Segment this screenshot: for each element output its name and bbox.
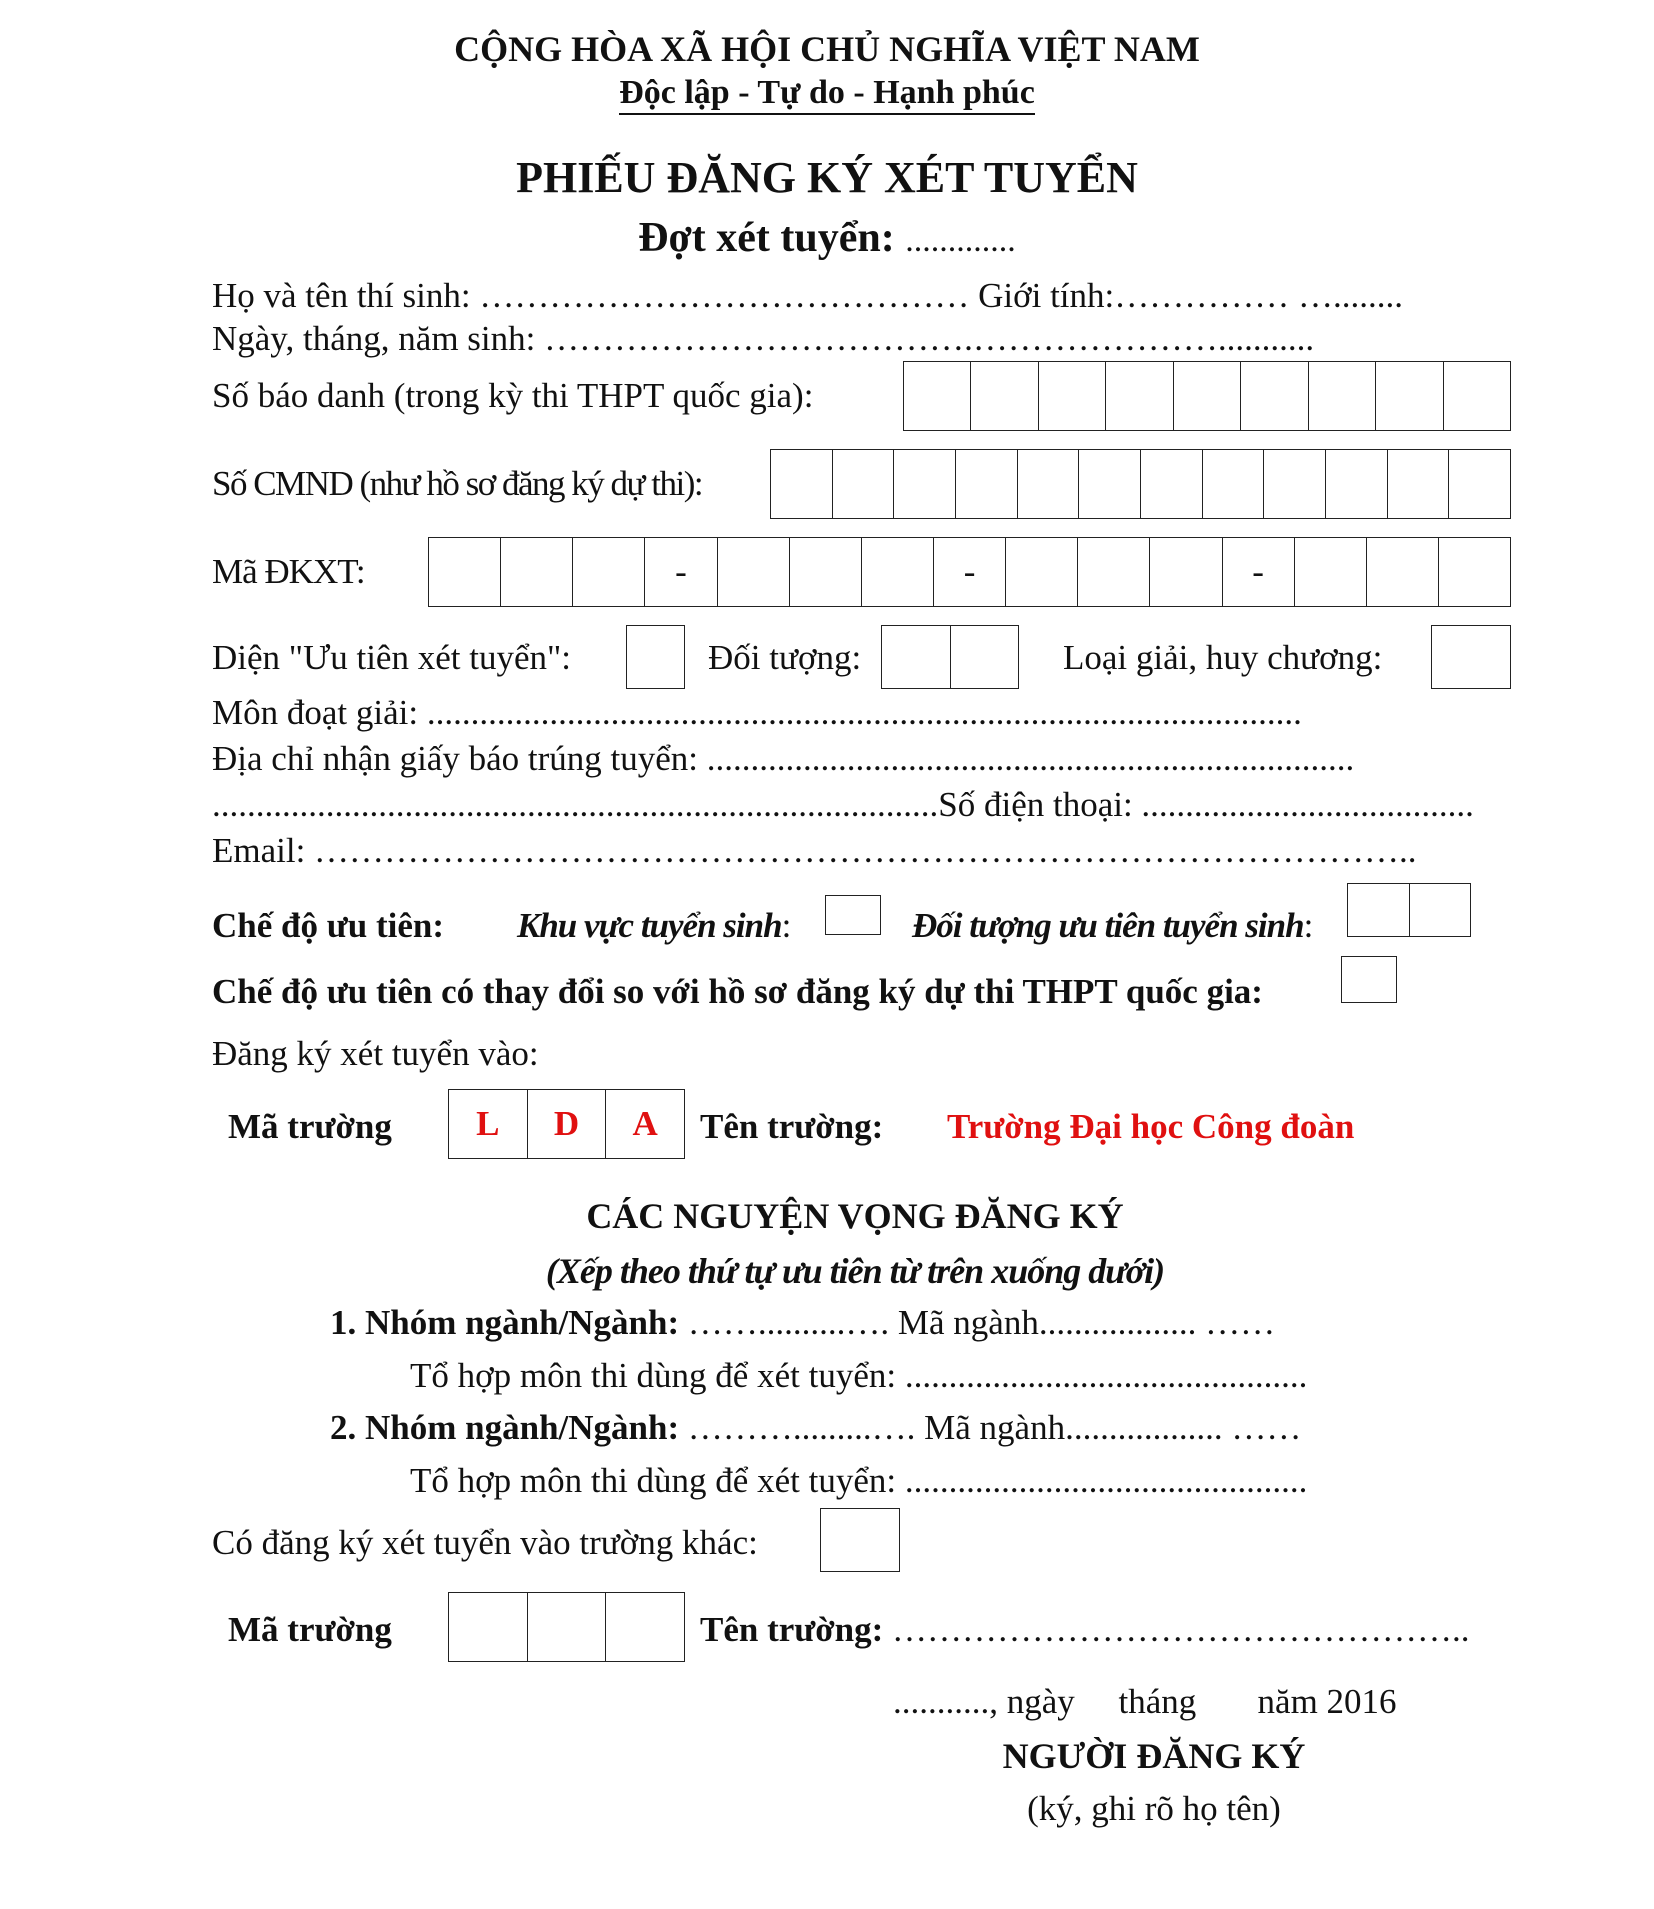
- digit-box[interactable]: [956, 450, 1018, 518]
- separator-box: -: [645, 538, 717, 606]
- digit-box[interactable]: [904, 362, 971, 430]
- code-box[interactable]: [1150, 538, 1222, 606]
- school-name-value: Trường Đại học Công đoàn: [947, 1107, 1355, 1146]
- full-name-line[interactable]: Họ và tên thí sinh: …………………………………… Giới tính:…………… …........: [212, 276, 1403, 315]
- code-box[interactable]: [1367, 538, 1439, 606]
- award-label: Loại giải, huy chương:: [1063, 638, 1383, 677]
- digit-box[interactable]: [1309, 362, 1376, 430]
- digit-box[interactable]: [1018, 450, 1080, 518]
- signature-date[interactable]: ..........., ngày tháng năm 2016: [893, 1682, 1397, 1721]
- school-code-letter[interactable]: A: [632, 1104, 658, 1143]
- priority-change-box[interactable]: [1341, 956, 1397, 1003]
- wish-1-label: 1. Nhóm ngành/Ngành:: [330, 1303, 680, 1342]
- wish-1-combo[interactable]: Tổ hợp môn thi dùng để xét tuyển: ..............................................: [410, 1356, 1308, 1395]
- form-title: PHIẾU ĐĂNG KÝ XÉT TUYỂN: [516, 153, 1138, 202]
- address-phone-line[interactable]: ...................................................................................Số điện thoại: ......................................: [212, 785, 1474, 824]
- signer-title: NGƯỜI ĐĂNG KÝ: [1002, 1736, 1306, 1776]
- award-subject-line[interactable]: Môn đoạt giải: ....................................................................................................: [212, 693, 1302, 732]
- address-line[interactable]: Địa chỉ nhận giấy báo trúng tuyển: ..........................................................................: [212, 739, 1355, 778]
- candidate-number-boxes[interactable]: [903, 361, 1511, 431]
- digit-box[interactable]: [1264, 450, 1326, 518]
- code-box[interactable]: [1006, 538, 1078, 606]
- region-label: Khu vực tuyển sinh: [517, 906, 782, 945]
- other-school-code-box[interactable]: [449, 1593, 528, 1661]
- wishes-subtitle: (Xếp theo thứ tự ưu tiên từ trên xuống dưới): [545, 1251, 1165, 1291]
- other-school-name-blank: …………………………………………..: [883, 1610, 1470, 1649]
- other-school-name-label: Tên trường:: [700, 1610, 884, 1649]
- priority-admission-label: Diện "Ưu tiên xét tuyển":: [212, 638, 571, 677]
- school-code-letter[interactable]: L: [449, 1090, 528, 1158]
- priority-admission-box[interactable]: [626, 625, 685, 689]
- wish-1-rest: ……..........…. Mã ngành.................. ……: [679, 1303, 1276, 1342]
- priority-target-colon: :: [1303, 906, 1314, 945]
- admission-round: [0, 214, 1654, 262]
- target-boxes[interactable]: [881, 625, 1019, 689]
- digit-box[interactable]: [1106, 362, 1173, 430]
- other-school-code-box[interactable]: [528, 1593, 607, 1661]
- candidate-number-label: Số báo danh (trong kỳ thi THPT quốc gia):: [212, 376, 814, 415]
- other-school-code-label: Mã trường: [228, 1610, 392, 1649]
- separator-box: -: [934, 538, 1006, 606]
- code-box[interactable]: [1078, 538, 1150, 606]
- code-box[interactable]: [573, 538, 645, 606]
- digit-box[interactable]: [1388, 450, 1450, 518]
- digit-box[interactable]: [1079, 450, 1141, 518]
- school-code-letter[interactable]: D: [528, 1090, 607, 1158]
- code-box[interactable]: [1439, 538, 1510, 606]
- national-motto: [0, 74, 1654, 112]
- digit-box[interactable]: [894, 450, 956, 518]
- wish-2-rest: ……….........…. Mã ngành.................. ……: [679, 1408, 1302, 1447]
- digit-box[interactable]: [1326, 450, 1388, 518]
- wishes-title: CÁC NGUYỆN VỌNG ĐĂNG KÝ: [586, 1196, 1124, 1236]
- school-name-label: Tên trường:: [700, 1107, 884, 1146]
- priority-target-line: [912, 905, 1313, 947]
- digit-box[interactable]: [1376, 362, 1443, 430]
- priority-target-label: Đối tượng ưu tiên tuyển sinh: [912, 906, 1304, 945]
- motto-text: Độc lập - Tự do - Hạnh phúc: [619, 74, 1035, 115]
- other-school-code-boxes[interactable]: [448, 1592, 685, 1662]
- school-code-boxes[interactable]: [448, 1089, 685, 1159]
- digit-box[interactable]: [1449, 450, 1510, 518]
- wish-2-label: 2. Nhóm ngành/Ngành:: [330, 1408, 680, 1447]
- digit-box[interactable]: [1203, 450, 1265, 518]
- school-code-label: Mã trường: [228, 1107, 392, 1146]
- digit-box[interactable]: [1039, 362, 1106, 430]
- region-box[interactable]: [825, 895, 881, 935]
- priority-change-label: Chế độ ưu tiên có thay đổi so với hồ sơ đăng ký dự thi THPT quốc gia:: [212, 972, 1263, 1011]
- wish-1-line[interactable]: [330, 1302, 1275, 1344]
- country-name: CỘNG HÒA XÃ HỘI CHỦ NGHĨA VIỆT NAM: [454, 29, 1200, 69]
- other-school-name-line[interactable]: [700, 1609, 1470, 1651]
- other-school-label: Có đăng ký xét tuyển vào trường khác:: [212, 1523, 758, 1562]
- round-blank: .............: [905, 222, 1016, 259]
- registration-code-label: Mã ĐKXT:: [212, 552, 365, 591]
- priority-target-box[interactable]: [1348, 884, 1410, 936]
- priority-mode-label: Chế độ ưu tiên:: [212, 906, 444, 945]
- separator-box: -: [1223, 538, 1295, 606]
- target-label: Đối tượng:: [708, 638, 862, 677]
- code-box[interactable]: [1295, 538, 1367, 606]
- email-line[interactable]: Email: …………………………………………………………………………………..: [212, 831, 1417, 870]
- priority-target-box[interactable]: [1410, 884, 1471, 936]
- id-number-label: Số CMND (như hồ sơ đăng ký dự thi):: [212, 464, 703, 503]
- code-box[interactable]: [862, 538, 934, 606]
- code-box[interactable]: [718, 538, 790, 606]
- digit-box[interactable]: [833, 450, 895, 518]
- target-box[interactable]: [882, 626, 951, 688]
- digit-box[interactable]: [1174, 362, 1241, 430]
- region-line: [517, 905, 791, 947]
- other-school-code-box[interactable]: [606, 1593, 684, 1661]
- wish-2-combo[interactable]: Tổ hợp môn thi dùng để xét tuyển: ..............................................: [410, 1461, 1308, 1500]
- digit-box[interactable]: [1241, 362, 1308, 430]
- id-number-boxes[interactable]: [770, 449, 1511, 519]
- code-box[interactable]: [501, 538, 573, 606]
- priority-target-boxes[interactable]: [1347, 883, 1471, 937]
- digit-box[interactable]: [1444, 362, 1510, 430]
- wish-2-line[interactable]: [330, 1407, 1301, 1449]
- target-box[interactable]: [951, 626, 1019, 688]
- region-colon: :: [781, 906, 792, 945]
- award-box[interactable]: [1431, 625, 1511, 689]
- apply-to-label: Đăng ký xét tuyển vào:: [212, 1034, 539, 1073]
- digit-box[interactable]: [771, 450, 833, 518]
- dob-line[interactable]: Ngày, tháng, năm sinh: ……………………………….…………………...........: [212, 319, 1315, 358]
- digit-box[interactable]: [1141, 450, 1203, 518]
- code-box[interactable]: [790, 538, 862, 606]
- other-school-box[interactable]: [820, 1508, 900, 1572]
- signature-note: (ký, ghi rõ họ tên): [1027, 1789, 1281, 1828]
- registration-code-boxes[interactable]: [428, 537, 1511, 607]
- round-label: Đợt xét tuyển:: [638, 215, 895, 261]
- digit-box[interactable]: [971, 362, 1038, 430]
- code-box[interactable]: [429, 538, 501, 606]
